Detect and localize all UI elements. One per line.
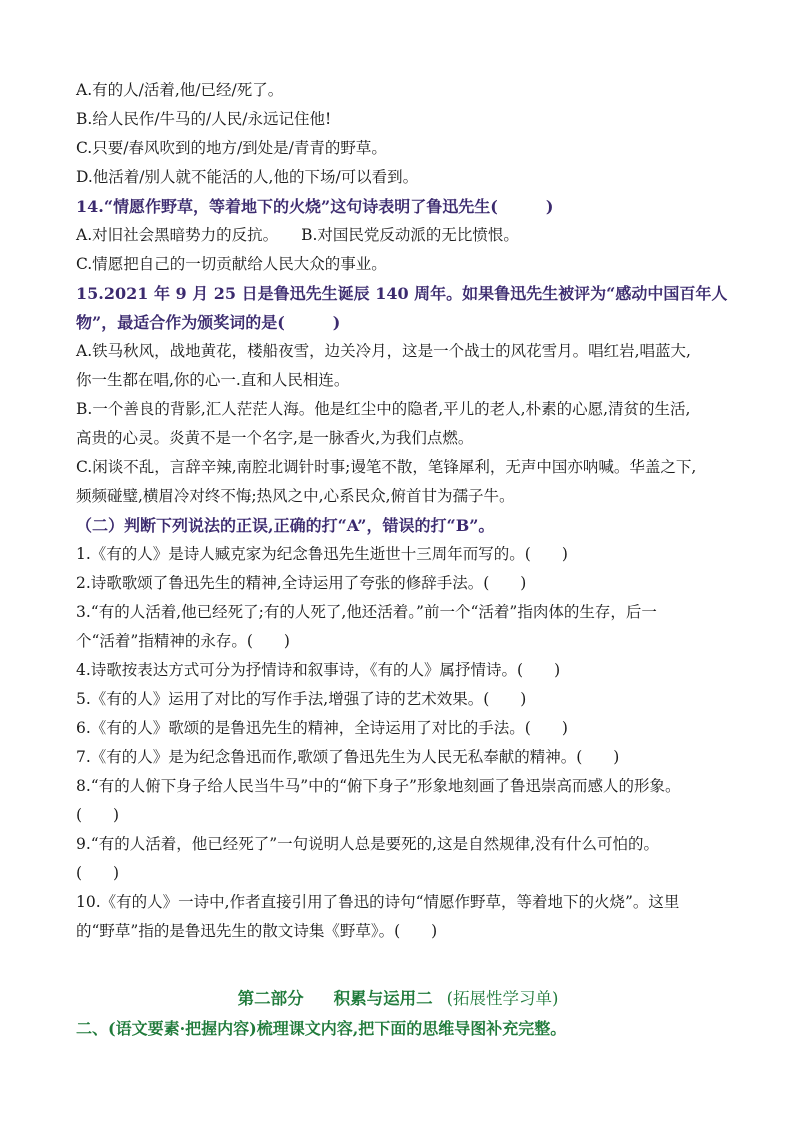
option-b-line: B.给人民作/牛马的/人民/永远记住他! bbox=[76, 110, 332, 128]
judge-item: 6.《有的人》歌颂的是鲁迅先生的精神，全诗运用了对比的手法。( ) bbox=[76, 719, 568, 737]
option-c-line: C.只要/春风吹到的地方/到处是/青青的野草。 bbox=[76, 139, 387, 157]
judge-item: 1.《有的人》是诗人臧克家为纪念鲁迅先生逝世十三周年而写的。( ) bbox=[76, 545, 568, 563]
judge-item-continued: ( ) bbox=[76, 806, 120, 824]
judge-item: 5.《有的人》运用了对比的写作手法,增强了诗的艺术效果。( ) bbox=[76, 690, 527, 708]
option-a-line: A.有的人/活着,他/已经/死了。 bbox=[76, 81, 284, 99]
question-15-option-c-line2: 频频碰璧,横眉冷对终不悔;热风之中,心系民众,俯首甘为孺子牛。 bbox=[76, 487, 515, 505]
judge-item: 7.《有的人》是为纪念鲁迅而作,歌颂了鲁迅先生为人民无私奉献的精神。( ) bbox=[76, 748, 620, 766]
judge-item-continued: 的“野草”指的是鲁迅先生的散文诗集《野草》。( ) bbox=[76, 922, 438, 940]
option-d-line: D.他活着/别人就不能活的人,他的下场/可以看到。 bbox=[76, 168, 419, 186]
judge-item-continued: 个“活着”指精神的永存。( ) bbox=[76, 632, 290, 650]
judge-item: 8.“有的人俯下身子给人民当牛马”中的“俯下身子”形象地刻画了鲁迅崇高而感人的形象。 bbox=[76, 777, 681, 795]
question-15-stem-line1: 15.2021 年 9 月 25 日是鲁迅先生诞辰 140 周年。如果鲁迅先生被评为“感动中国百年人 bbox=[76, 284, 728, 303]
question-15-option-a-line2: 你一生都在唱,你的心一.直和人民相连。 bbox=[76, 371, 350, 389]
part2-instruction: 二、(语文要素·把握内容)梳理课文内容,把下面的思维导图补充完整。 bbox=[76, 1019, 567, 1038]
question-15-option-c-line1: C.闲谈不乱，言辞辛辣,南腔北调针时事;谩笔不散，笔锋犀利，无声中国亦呐喊。华盖之下, bbox=[76, 458, 697, 476]
judge-item: 9.“有的人活着，他已经死了”一句说明人总是要死的,这是自然规律,没有什么可怕的。 bbox=[76, 835, 659, 853]
judge-item: 2.诗歌歌颂了鲁迅先生的精神,全诗运用了夸张的修辞手法。( ) bbox=[76, 574, 527, 592]
question-14-option-b: B.对国民党反动派的无比愤恨。 bbox=[301, 226, 519, 244]
judge-item: 4.诗歌按表达方式可分为抒情诗和叙事诗，《有的人》属抒情诗。( ) bbox=[76, 661, 561, 679]
question-15-stem-line2: 物”，最适合作为颁奖词的是( ) bbox=[76, 313, 341, 332]
part2-subtitle: (拓展性学习单) bbox=[446, 989, 559, 1008]
question-14-options-ab bbox=[76, 221, 720, 250]
judge-heading: （二）判断下列说法的正误,正确的打“A”，错误的打“B”。 bbox=[76, 516, 495, 535]
question-14-stem: 14.“情愿作野草，等着地下的火烧”这句诗表明了鲁迅先生( ) bbox=[76, 197, 554, 216]
question-15-option-b-line1: B.一个善良的背影,汇人茫茫人海。他是红尘中的隐者,平儿的老人,朴素的心愿,清贫的生活, bbox=[76, 400, 691, 418]
judge-item: 10.《有的人》一诗中,作者直接引用了鲁迅的诗句“情愿作野草，等着地下的火烧”。这里 bbox=[76, 893, 680, 911]
judge-item-continued: ( ) bbox=[76, 864, 120, 882]
part2-title-a: 第二部分 bbox=[237, 989, 304, 1008]
question-15-option-a-line1: A.铁马秋风，战地黄花，楼船夜雪，边关冷月，这是一个战士的风花雪月。唱红岩,唱蓝大, bbox=[76, 342, 691, 360]
question-14-option-c: C.情愿把自己的一切贡献给人民大众的事业。 bbox=[76, 255, 387, 273]
question-14-option-a: A.对旧社会黑暗势力的反抗。 bbox=[76, 226, 279, 244]
judge-item: 3.“有的人活着,他已经死了;有的人死了,他还活着。”前一个“活着”指肉体的生存，后一 bbox=[76, 603, 657, 621]
question-15-option-b-line2: 高贵的心灵。炎黄不是一个名字,是一脉香火,为我们点燃。 bbox=[76, 429, 474, 447]
part2-title-b: 积累与运用二 bbox=[333, 989, 433, 1008]
part2-title bbox=[76, 984, 720, 1014]
